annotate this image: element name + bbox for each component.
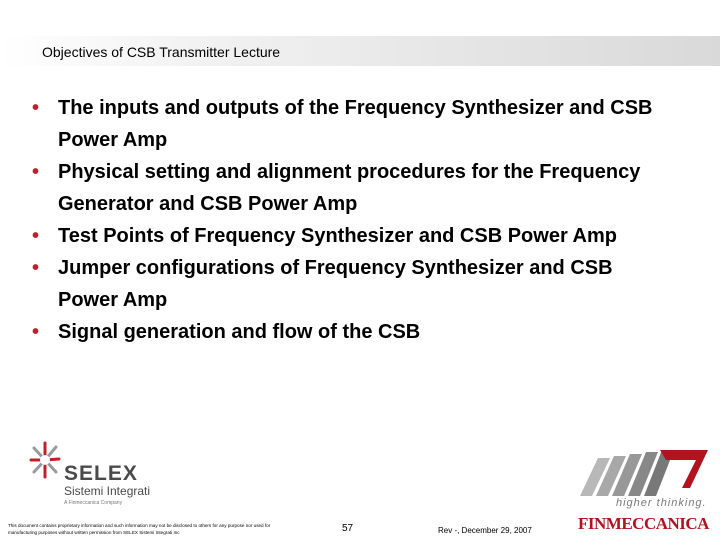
bullet-text: The inputs and outputs of the Frequency Synthesizer and CSB Power Amp <box>58 97 653 151</box>
bullet-item <box>32 220 678 252</box>
bullet-text: Physical setting and alignment procedures for the Frequency Generator and CSB Power Amp <box>58 161 641 215</box>
bullet-item <box>32 316 678 348</box>
finmeccanica-emblem-icon <box>570 448 712 498</box>
bullet-marker: • <box>32 257 40 279</box>
bullet-marker: • <box>32 161 40 183</box>
revision-date: Rev -, December 29, 2007 <box>438 526 532 535</box>
bullet-text: Test Points of Frequency Synthesizer and CSB Power Amp <box>58 225 617 247</box>
bullet-marker: • <box>32 321 40 343</box>
bullet-list <box>32 92 712 348</box>
selex-burst-icon <box>28 440 62 480</box>
finmeccanica-tagline: higher thinking. <box>616 497 707 509</box>
bullet-text: Jumper configurations of Frequency Synthesizer and CSB Power Amp <box>58 257 613 311</box>
page-number: 57 <box>342 523 354 534</box>
bullet-text: Signal generation and flow of the CSB <box>58 321 421 343</box>
selex-logo <box>28 440 168 506</box>
bullet-item <box>32 156 678 220</box>
selex-wordmark: SELEX <box>64 462 138 485</box>
footer-disclaimer: This document contains proprietary information and such information may not be disclosed to others for any purpose nor used for manufacturing purposes without written permission from SELEX Sistemi Integrati Inc <box>8 523 271 535</box>
bullet-marker: • <box>32 225 40 247</box>
finmeccanica-wordmark: FINMECCANICA <box>578 514 709 533</box>
bullet-marker: • <box>32 97 40 119</box>
selex-tagline: A Finmeccanica Company <box>64 500 123 506</box>
selex-subtitle: Sistemi Integrati <box>64 484 151 498</box>
bullet-item <box>32 92 678 156</box>
slide-title: Objectives of CSB Transmitter Lecture <box>42 44 281 60</box>
bullet-item <box>32 252 678 316</box>
